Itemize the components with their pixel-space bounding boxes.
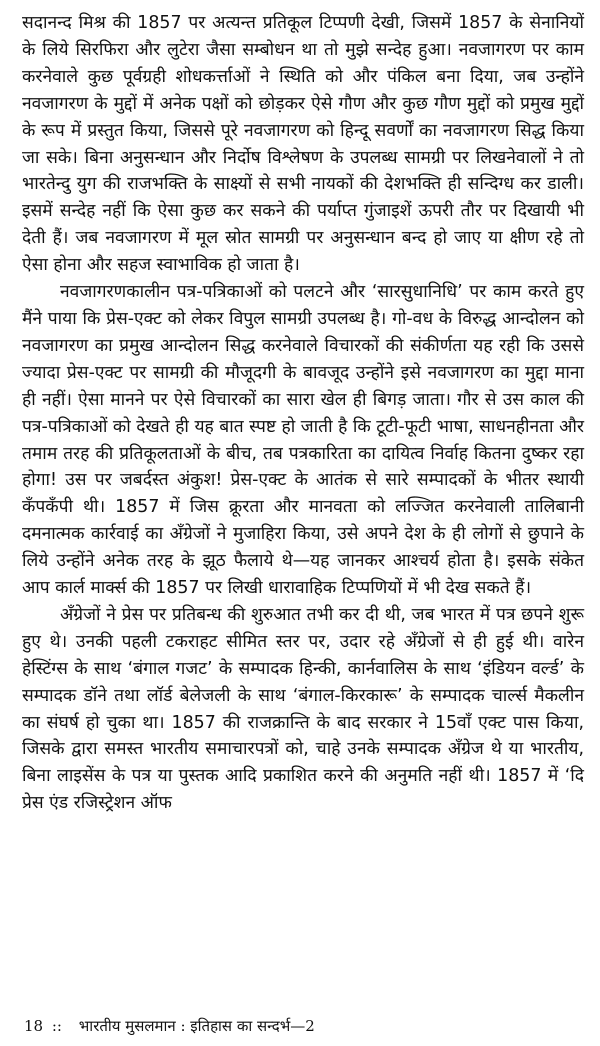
- page-body: [22, 10, 584, 817]
- footer-separator: ::: [51, 1017, 62, 1035]
- paragraph-1: सदानन्द मिश्र की 1857 पर अत्यन्त प्रतिकूल टिप्पणी देखी, जिसमें 1857 के सेनानियों के लिये सिरफिरा और लुटेरा जैसा सम्बोधन था तो मुझे सन्देह हुआ। नवजागरण पर काम करनेवाले कुछ पूर्वग्रही शोधकर्त्ताओं ने स्थिति को और पंकिल बना दिया, जब उन्होंने नवजागरण के मुद्दों में अनेक पक्षों को छोड़कर ऐसे गौण और कुछ गौण मुद्दों को प्रमुख मुद्दों के रूप में प्रस्तुत किया, जिससे पूरे नवजागरण को हिन्दू सवर्णों का नवजागरण सिद्ध किया जा सके। बिना अनुसन्धान और निर्दोष विश्लेषण के उपलब्ध सामग्री पर लिखनेवालों ने तो भारतेन्दु युग की राजभक्ति के साक्ष्यों से सभी नायकों की देशभक्ति ही सन्दिग्ध कर डाली। इसमें सन्देह नहीं कि ऐसा कुछ कर सकने की पर्याप्त गुंजाइशें ऊपरी तौर पर दिखायी भी देती हैं। जब नवजागरण में मूल स्रोत सामग्री पर अनुसन्धान बन्द हो जाए या क्षीण रहे तो ऐसा होना और सहज स्वाभाविक हो जाता है।: [22, 13, 584, 276]
- paragraph-3: अँग्रेजों ने प्रेस पर प्रतिबन्ध की शुरुआत तभी कर दी थी, जब भारत में पत्र छपने शुरू हुए थे। उनकी पहली टकराहट सीमित स्तर पर, उदार रहे अँग्रेजों से ही हुई थी। वारेन हेस्टिंग्स के साथ ‘बंगाल गजट’ के सम्पादक हिन्की, कार्नवालिस के साथ ‘इंडियन वर्ल्ड’ के सम्पादक डॉने तथा लॉर्ड बेलेजली के साथ ‘बंगाल-किरकारू’ के सम्पादक चार्ल्स मैकलीन का संघर्ष हो चुका था। 1857 की राजक्रान्ति के बाद सरकार ने 15वाँ एक्ट पास किया, जिसके द्वारा समस्त भारतीय समाचारपत्रों को, चाहे उनके सम्पादक अँग्रेज थे या भारतीय, बिना लाइसेंस के पत्र या पुस्तक आदि प्रकाशित करने की अनुमति नहीं थी। 1857 में ‘दि प्रेस एंड रजिस्ट्रेशन ऑफ: [22, 604, 584, 814]
- paragraph-2: नवजागरणकालीन पत्र-पत्रिकाओं को पलटने और ‘सारसुधानिधि’ पर काम करते हुए मैंने पाया कि प्रेस-एक्ट को लेकर विपुल सामग्री उपलब्ध है। गो-वध के विरुद्ध आन्दोलन को नवजागरण का प्रमुख आन्दोलन सिद्ध करनेवाले विचारकों की संकीर्णता यह रही कि उससे ज्यादा प्रेस-एक्ट पर सामग्री की मौजूदगी के बावजूद उन्होंने इसे नवजागरण का मुद्दा माना ही नहीं। ऐसा मानने पर ऐसे विचारकों का सारा खेल ही बिगड़ जाता। गौर से उस काल की पत्र-पत्रिकाओं को देखते ही यह बात स्पष्ट हो जाती है कि टूटी-फूटी भाषा, साधनहीनता और तमाम तरह की प्रतिकूलताओं के बीच, तब पत्रकारिता का दायित्व निर्वाह कितना दुष्कर रहा होगा! उस पर जबर्दस्त अंकुश! प्रेस-एक्ट के आतंक से सारे सम्पादकों के भीतर स्थायी कँपकँपी थी। 1857 में जिस क्रूरता और मानवता को लज्जित करनेवाली तालिबानी दमनात्मक कार्रवाई का अँग्रेजों ने मुजाहिरा किया, उसे अपने देश के ही लोगों से छुपाने के लिये उन्होंने अनेक तरह के झूठ फैलाये थे—यह जानकर आश्चर्य होता है। इसके संकेत आप कार्ल मार्क्स की 1857 पर लिखी धारावाहिक टिप्पणियों में भी देख सकते हैं।: [22, 282, 584, 599]
- page-number: 18: [24, 1017, 44, 1035]
- running-title: भारतीय मुसलमान : इतिहास का सन्दर्भ—2: [78, 1017, 315, 1035]
- page-footer: [24, 1017, 315, 1035]
